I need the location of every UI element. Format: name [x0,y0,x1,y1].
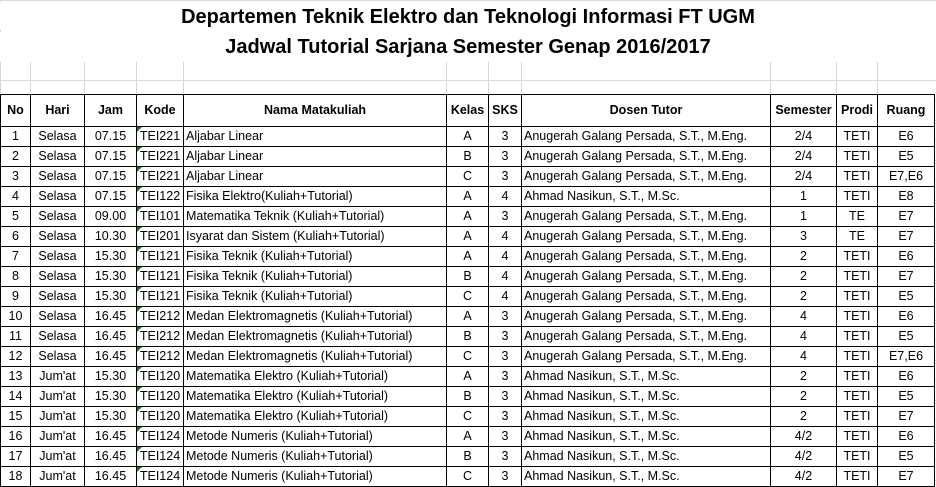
cell-hari[interactable]: Jum'at [31,367,85,387]
cell-no[interactable]: 7 [1,247,31,267]
cell-nama-matakuliah[interactable]: Matematika Teknik (Kuliah+Tutorial) [184,207,447,227]
cell-hari[interactable]: Selasa [31,247,85,267]
cell-kelas[interactable]: B [447,447,489,467]
cell-prodi[interactable]: TETI [837,347,878,367]
cell-nama-matakuliah[interactable]: Fisika Elektro(Kuliah+Tutorial) [184,187,447,207]
sheet-subtitle: Jadwal Tutorial Sarjana Semester Genap 2016/2017 [0,32,936,62]
table-row [1,127,935,147]
cell-nama-matakuliah[interactable]: Aljabar Linear [184,147,447,167]
cell-kode[interactable]: TEI101 [137,207,184,227]
cell-ruang[interactable]: E6 [878,367,935,387]
cell-hari[interactable]: Selasa [31,147,85,167]
table-row [1,267,935,287]
table-row [1,147,935,167]
cell-nama-matakuliah[interactable]: Medan Elektromagnetis (Kuliah+Tutorial) [184,347,447,367]
cell-jam[interactable]: 16.45 [85,427,137,447]
cell-ruang[interactable]: E7 [878,267,935,287]
cell-kelas[interactable]: B [447,267,489,287]
cell-dosen-tutor[interactable]: Ahmad Nasikun, S.T., M.Sc. [522,447,771,467]
cell-kode[interactable]: TEI212 [137,347,184,367]
cell-kode[interactable]: TEI201 [137,227,184,247]
cell-prodi[interactable]: TETI [837,327,878,347]
cell-nama-matakuliah[interactable]: Aljabar Linear [184,167,447,187]
cell-kode[interactable]: TEI221 [137,167,184,187]
cell-hari[interactable]: Selasa [31,207,85,227]
header-ruang[interactable]: Ruang [878,95,935,127]
cell-semester[interactable]: 4 [771,307,837,327]
cell-nama-matakuliah[interactable]: Isyarat dan Sistem (Kuliah+Tutorial) [184,227,447,247]
cell-hari[interactable]: Selasa [31,227,85,247]
cell-prodi[interactable]: TETI [837,267,878,287]
cell-ruang[interactable]: E8 [878,187,935,207]
cell-dosen-tutor[interactable]: Anugerah Galang Persada, S.T., M.Eng. [522,147,771,167]
cell-kode[interactable]: TEI121 [137,247,184,267]
cell-jam[interactable]: 07.15 [85,127,137,147]
cell-hari[interactable]: Selasa [31,127,85,147]
cell-kode[interactable]: TEI212 [137,327,184,347]
cell-sks[interactable]: 4 [489,287,522,307]
table-row [1,207,935,227]
cell-ruang[interactable]: E7 [878,207,935,227]
cell-nama-matakuliah[interactable]: Medan Elektromagnetis (Kuliah+Tutorial) [184,307,447,327]
cell-sks[interactable]: 3 [489,327,522,347]
cell-hari[interactable]: Selasa [31,307,85,327]
cell-kelas[interactable]: C [447,407,489,427]
header-hari[interactable]: Hari [31,95,85,127]
table-row [1,407,935,427]
cell-kode[interactable]: TEI221 [137,147,184,167]
cell-no[interactable]: 11 [1,327,31,347]
cell-ruang[interactable]: E7,E6 [878,167,935,187]
cell-ruang[interactable]: E6 [878,427,935,447]
cell-nama-matakuliah[interactable]: Matematika Elektro (Kuliah+Tutorial) [184,407,447,427]
cell-kelas[interactable]: A [447,227,489,247]
cell-dosen-tutor[interactable]: Anugerah Galang Persada, S.T., M.Eng. [522,227,771,247]
cell-nama-matakuliah[interactable]: Fisika Teknik (Kuliah+Tutorial) [184,247,447,267]
cell-hari[interactable]: Selasa [31,167,85,187]
cell-dosen-tutor[interactable]: Ahmad Nasikun, S.T., M.Sc. [522,367,771,387]
cell-dosen-tutor[interactable]: Anugerah Galang Persada, S.T., M.Eng. [522,347,771,367]
cell-prodi[interactable]: TETI [837,367,878,387]
cell-kelas[interactable]: A [447,427,489,447]
cell-dosen-tutor[interactable]: Anugerah Galang Persada, S.T., M.Eng. [522,207,771,227]
cell-semester[interactable]: 2/4 [771,127,837,147]
cell-kelas[interactable]: B [447,387,489,407]
table-body [1,127,935,487]
cell-nama-matakuliah[interactable]: Fisika Teknik (Kuliah+Tutorial) [184,287,447,307]
cell-jam[interactable]: 16.45 [85,447,137,467]
cell-no[interactable]: 2 [1,147,31,167]
cell-prodi[interactable]: TETI [837,167,878,187]
cell-jam[interactable]: 15.30 [85,407,137,427]
cell-dosen-tutor[interactable]: Anugerah Galang Persada, S.T., M.Eng. [522,167,771,187]
cell-kode[interactable]: TEI124 [137,447,184,467]
cell-prodi[interactable]: TETI [837,287,878,307]
cell-nama-matakuliah[interactable]: Metode Numeris (Kuliah+Tutorial) [184,467,447,487]
cell-sks[interactable]: 3 [489,387,522,407]
cell-ruang[interactable]: E6 [878,307,935,327]
cell-kode[interactable]: TEI122 [137,187,184,207]
cell-prodi[interactable]: TETI [837,447,878,467]
cell-semester[interactable]: 2 [771,287,837,307]
cell-jam[interactable]: 16.45 [85,307,137,327]
cell-hari[interactable]: Selasa [31,187,85,207]
cell-prodi[interactable]: TETI [837,407,878,427]
cell-prodi[interactable]: TETI [837,427,878,447]
cell-jam[interactable]: 10.30 [85,227,137,247]
cell-kelas[interactable]: A [447,207,489,227]
cell-dosen-tutor[interactable]: Anugerah Galang Persada, S.T., M.Eng. [522,127,771,147]
cell-no[interactable]: 5 [1,207,31,227]
cell-jam[interactable]: 15.30 [85,287,137,307]
cell-kode[interactable]: TEI121 [137,267,184,287]
cell-hari[interactable]: Selasa [31,287,85,307]
table-row [1,167,935,187]
cell-sks[interactable]: 4 [489,227,522,247]
header-dosen-tutor[interactable]: Dosen Tutor [522,95,771,127]
cell-prodi[interactable]: TE [837,207,878,227]
header-kelas[interactable]: Kelas [447,95,489,127]
cell-semester[interactable]: 4 [771,347,837,367]
cell-prodi[interactable]: TE [837,227,878,247]
cell-semester[interactable]: 4 [771,327,837,347]
header-semester[interactable]: Semester [771,95,837,127]
cell-semester[interactable]: 2 [771,367,837,387]
cell-dosen-tutor[interactable]: Anugerah Galang Persada, S.T., M.Eng. [522,247,771,267]
header-prodi[interactable]: Prodi [837,95,878,127]
cell-semester[interactable]: 2 [771,267,837,287]
cell-prodi[interactable]: TETI [837,387,878,407]
cell-sks[interactable]: 3 [489,367,522,387]
cell-sks[interactable]: 3 [489,207,522,227]
cell-no[interactable]: 10 [1,307,31,327]
cell-semester[interactable]: 2 [771,387,837,407]
cell-no[interactable]: 15 [1,407,31,427]
cell-prodi[interactable]: TETI [837,187,878,207]
cell-semester[interactable]: 2 [771,247,837,267]
cell-kode[interactable]: TEI121 [137,287,184,307]
cell-dosen-tutor[interactable]: Ahmad Nasikun, S.T., M.Sc. [522,187,771,207]
table-row [1,307,935,327]
cell-no[interactable]: 9 [1,287,31,307]
cell-kode[interactable]: TEI120 [137,387,184,407]
cell-sks[interactable]: 3 [489,347,522,367]
cell-kelas[interactable]: C [447,467,489,487]
cell-semester[interactable]: 4/2 [771,447,837,467]
cell-kelas[interactable]: C [447,287,489,307]
cell-no[interactable]: 16 [1,427,31,447]
cell-semester[interactable]: 3 [771,227,837,247]
cell-hari[interactable]: Jum'at [31,467,85,487]
table-row [1,347,935,367]
cell-sks[interactable]: 3 [489,167,522,187]
cell-dosen-tutor[interactable]: Anugerah Galang Persada, S.T., M.Eng. [522,287,771,307]
cell-dosen-tutor[interactable]: Ahmad Nasikun, S.T., M.Sc. [522,427,771,447]
cell-hari[interactable]: Jum'at [31,387,85,407]
cell-kode[interactable]: TEI120 [137,367,184,387]
cell-sks[interactable]: 4 [489,267,522,287]
cell-sks[interactable]: 3 [489,127,522,147]
cell-no[interactable]: 17 [1,447,31,467]
cell-semester[interactable]: 2/4 [771,167,837,187]
header-jam[interactable]: Jam [85,95,137,127]
cell-kelas[interactable]: B [447,327,489,347]
cell-nama-matakuliah[interactable]: Fisika Teknik (Kuliah+Tutorial) [184,267,447,287]
cell-semester[interactable]: 4/2 [771,427,837,447]
cell-kelas[interactable]: A [447,367,489,387]
cell-no[interactable]: 6 [1,227,31,247]
cell-jam[interactable]: 16.45 [85,467,137,487]
header-sks[interactable]: SKS [489,95,522,127]
cell-semester[interactable]: 4/2 [771,467,837,487]
cell-dosen-tutor[interactable]: Ahmad Nasikun, S.T., M.Sc. [522,387,771,407]
cell-kelas[interactable]: A [447,307,489,327]
header-nama-matakuliah[interactable]: Nama Matakuliah [184,95,447,127]
cell-ruang[interactable]: E7 [878,227,935,247]
table-row [1,447,935,467]
cell-hari[interactable]: Jum'at [31,407,85,427]
cell-kelas[interactable]: A [447,247,489,267]
cell-hari[interactable]: Selasa [31,327,85,347]
tutorial-schedule-table [0,94,935,487]
table-row [1,287,935,307]
cell-kelas[interactable]: A [447,127,489,147]
cell-dosen-tutor[interactable]: Anugerah Galang Persada, S.T., M.Eng. [522,307,771,327]
cell-ruang[interactable]: E6 [878,127,935,147]
cell-semester[interactable]: 1 [771,207,837,227]
cell-ruang[interactable]: E5 [878,287,935,307]
cell-ruang[interactable]: E7,E6 [878,347,935,367]
cell-nama-matakuliah[interactable]: Matematika Elektro (Kuliah+Tutorial) [184,387,447,407]
table-row [1,187,935,207]
cell-hari[interactable]: Selasa [31,347,85,367]
cell-kode[interactable]: TEI120 [137,407,184,427]
cell-jam[interactable]: 07.15 [85,147,137,167]
cell-dosen-tutor[interactable]: Anugerah Galang Persada, S.T., M.Eng. [522,327,771,347]
cell-jam[interactable]: 09.00 [85,207,137,227]
table-row [1,247,935,267]
cell-jam[interactable]: 16.45 [85,327,137,347]
cell-no[interactable]: 18 [1,467,31,487]
table-row [1,367,935,387]
cell-prodi[interactable]: TETI [837,127,878,147]
cell-ruang[interactable]: E5 [878,327,935,347]
cell-no[interactable]: 8 [1,267,31,287]
cell-semester[interactable]: 1 [771,187,837,207]
cell-dosen-tutor[interactable]: Anugerah Galang Persada, S.T., M.Eng. [522,267,771,287]
cell-dosen-tutor[interactable]: Ahmad Nasikun, S.T., M.Sc. [522,467,771,487]
cell-no[interactable]: 12 [1,347,31,367]
cell-sks[interactable]: 3 [489,467,522,487]
cell-semester[interactable]: 2/4 [771,147,837,167]
cell-no[interactable]: 1 [1,127,31,147]
cell-prodi[interactable]: TETI [837,147,878,167]
cell-kode[interactable]: TEI221 [137,127,184,147]
cell-prodi[interactable]: TETI [837,247,878,267]
cell-dosen-tutor[interactable]: Ahmad Nasikun, S.T., M.Sc. [522,407,771,427]
table-row [1,327,935,347]
cell-kelas[interactable]: C [447,167,489,187]
cell-jam[interactable]: 15.30 [85,267,137,287]
cell-hari[interactable]: Jum'at [31,447,85,467]
cell-no[interactable]: 3 [1,167,31,187]
cell-ruang[interactable]: E7 [878,407,935,427]
cell-nama-matakuliah[interactable]: Medan Elektromagnetis (Kuliah+Tutorial) [184,327,447,347]
cell-jam[interactable]: 16.45 [85,347,137,367]
cell-kode[interactable]: TEI124 [137,427,184,447]
cell-kode[interactable]: TEI212 [137,307,184,327]
cell-no[interactable]: 4 [1,187,31,207]
cell-prodi[interactable]: TETI [837,467,878,487]
cell-sks[interactable]: 3 [489,447,522,467]
cell-jam[interactable]: 15.30 [85,387,137,407]
cell-sks[interactable]: 3 [489,407,522,427]
table-row [1,227,935,247]
cell-kelas[interactable]: B [447,147,489,167]
cell-nama-matakuliah[interactable]: Aljabar Linear [184,127,447,147]
cell-ruang[interactable]: E6 [878,247,935,267]
cell-hari[interactable]: Jum'at [31,427,85,447]
cell-no[interactable]: 14 [1,387,31,407]
cell-sks[interactable]: 3 [489,427,522,447]
cell-kode[interactable]: TEI124 [137,467,184,487]
cell-sks[interactable]: 4 [489,247,522,267]
cell-kelas[interactable]: A [447,187,489,207]
empty-row-gap [0,62,936,94]
header-no[interactable]: No [1,95,31,127]
header-kode[interactable]: Kode [137,95,184,127]
cell-jam[interactable]: 15.30 [85,247,137,267]
cell-ruang[interactable]: E5 [878,387,935,407]
cell-kelas[interactable]: C [447,347,489,367]
cell-ruang[interactable]: E5 [878,447,935,467]
cell-hari[interactable]: Selasa [31,267,85,287]
table-header-row [1,95,935,127]
cell-no[interactable]: 13 [1,367,31,387]
sheet-title: Departemen Teknik Elektro dan Teknologi Informasi FT UGM [0,2,936,30]
table-row [1,467,935,487]
cell-sks[interactable]: 4 [489,187,522,207]
table-row [1,427,935,447]
cell-jam[interactable]: 07.15 [85,167,137,187]
table-row [1,387,935,407]
cell-nama-matakuliah[interactable]: Matematika Elektro (Kuliah+Tutorial) [184,367,447,387]
cell-ruang[interactable]: E5 [878,147,935,167]
cell-prodi[interactable]: TETI [837,307,878,327]
cell-ruang[interactable]: E7 [878,467,935,487]
cell-sks[interactable]: 3 [489,147,522,167]
cell-semester[interactable]: 2 [771,407,837,427]
cell-jam[interactable]: 15.30 [85,367,137,387]
cell-sks[interactable]: 3 [489,307,522,327]
cell-nama-matakuliah[interactable]: Metode Numeris (Kuliah+Tutorial) [184,427,447,447]
cell-jam[interactable]: 07.15 [85,187,137,207]
cell-nama-matakuliah[interactable]: Metode Numeris (Kuliah+Tutorial) [184,447,447,467]
